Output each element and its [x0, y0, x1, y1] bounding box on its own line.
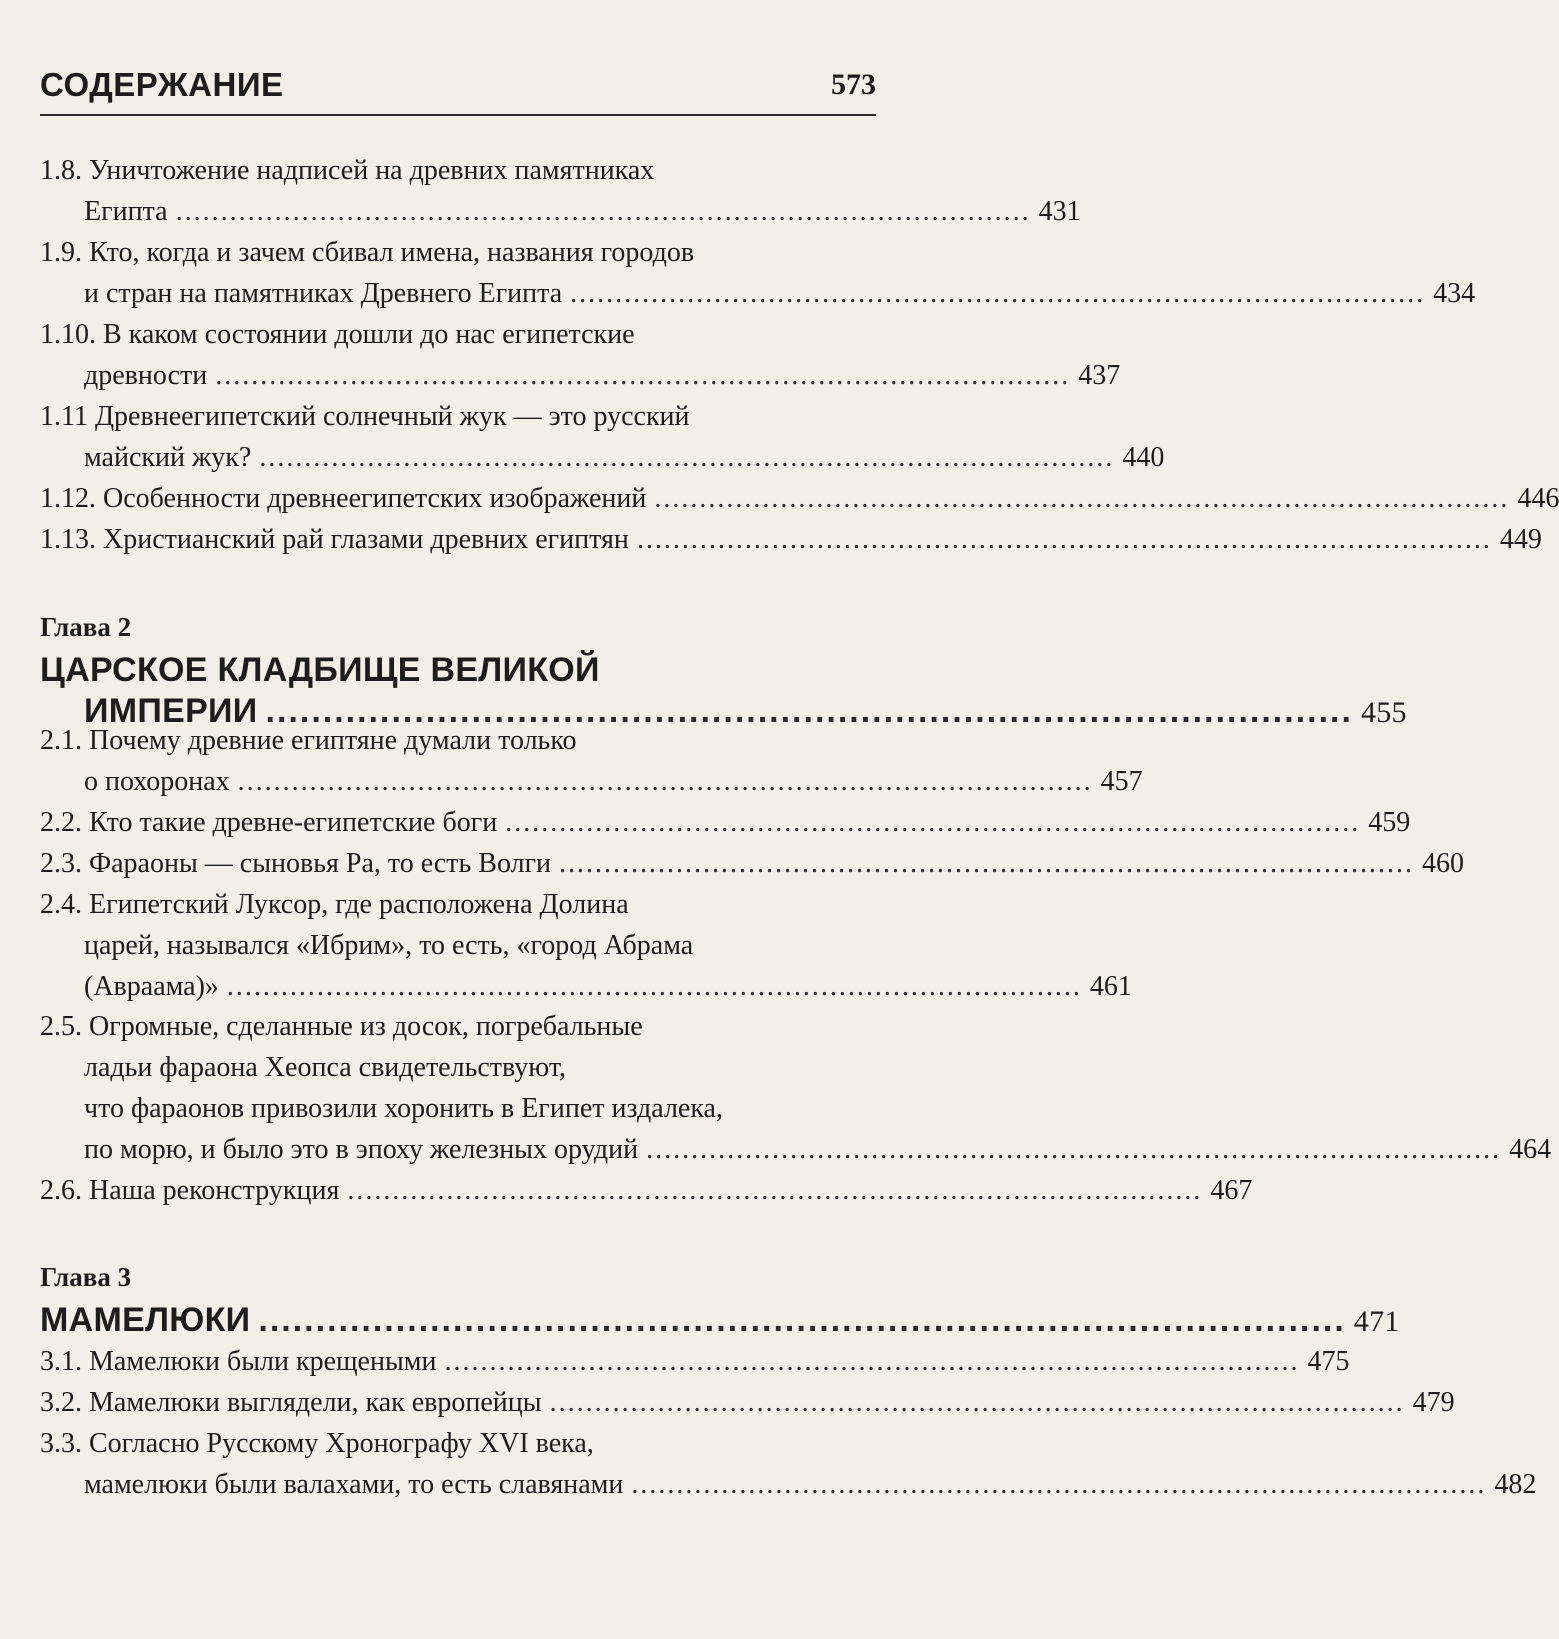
dot-leader: ...............................................................................................	[237, 766, 1093, 797]
toc-page-number: 440	[1122, 442, 1165, 473]
toc-entry-line	[40, 355, 1121, 396]
toc-entry-line	[40, 1382, 1455, 1423]
dot-leader: ...............................................................................................	[549, 1387, 1405, 1418]
toc-page-number: 460	[1422, 848, 1465, 879]
toc-entry-3-3	[40, 1423, 1537, 1505]
toc-entry-2-3	[40, 843, 1465, 884]
toc-entry-line: 3.3. Согласно Русскому Хронографу XVI века,	[40, 1428, 594, 1459]
toc-entry-line	[40, 273, 1476, 314]
toc-entry-text: 3.2. Мамелюки выглядели, как европейцы	[40, 1387, 542, 1418]
toc-entry-1-11	[40, 396, 1165, 478]
toc-entry-1-13	[40, 519, 1542, 560]
toc-entry-line	[40, 437, 1165, 478]
toc-entry-text: древности	[84, 360, 208, 391]
dot-leader: ...............................................................................................	[265, 692, 1353, 730]
toc-entry-2-4	[40, 884, 1132, 1007]
toc-entry-line	[40, 1170, 1253, 1211]
dot-leader: ...............................................................................................	[226, 971, 1082, 1002]
toc-entry-text: и стран на памятниках Древнего Египта	[84, 278, 563, 309]
chapter-title	[40, 1300, 1400, 1341]
toc-entry-line: 1.8. Уничтожение надписей на древних памятниках	[40, 155, 655, 186]
toc-entry-line: 1.11 Древнеегипетский солнечный жук — это русский	[40, 401, 690, 432]
chapter-label: Глава 3	[40, 1262, 132, 1292]
dot-leader: ...............................................................................................	[654, 483, 1510, 514]
toc-entry-2-5	[40, 1006, 1552, 1170]
toc-entry-text: 1.12. Особенности древнеегипетских изображений	[40, 483, 647, 514]
toc-page-number: 437	[1078, 360, 1121, 391]
dot-leader: ...............................................................................................	[175, 196, 1031, 227]
dot-leader: ...............................................................................................	[258, 1301, 1346, 1339]
toc-page-number: 455	[1360, 696, 1407, 729]
toc-page-number: 479	[1412, 1387, 1455, 1418]
toc-entry-text: по морю, и было это в эпоху железных орудий	[84, 1134, 639, 1165]
chapter-title-text: ИМПЕРИИ	[84, 692, 258, 730]
toc-entry-line: 1.10. В каком состоянии дошли до нас египетские	[40, 319, 635, 350]
dot-leader: ...............................................................................................	[631, 1469, 1487, 1500]
toc-entry-line: царей, назывался «Ибрим», то есть, «город Абрама	[84, 930, 694, 961]
toc-entry-line: 1.9. Кто, когда и зачем сбивал имена, названия городов	[40, 237, 695, 268]
toc-entry-line: что фараонов привозили хоронить в Египет издалека,	[84, 1093, 723, 1124]
toc-entry-3-2	[40, 1382, 1455, 1423]
toc-entry-text: о похоронах	[84, 766, 230, 797]
dot-leader: ...............................................................................................	[259, 442, 1115, 473]
toc-page-number: 457	[1100, 766, 1143, 797]
toc-entry-line	[40, 843, 1465, 884]
toc-entry-line: 2.5. Огромные, сделанные из досок, погребальные	[40, 1011, 643, 1042]
toc-entry-line	[40, 519, 1542, 560]
toc-entry-line: 2.4. Египетский Луксор, где расположена Долина	[40, 889, 629, 920]
toc-page-number: 471	[1353, 1305, 1400, 1338]
dot-leader: ...............................................................................................	[444, 1346, 1300, 1377]
toc-entry-line	[40, 1464, 1537, 1505]
chapter-label: Глава 2	[40, 612, 132, 642]
chapter-title-line: ЦАРСКОЕ КЛАДБИЩЕ ВЕЛИКОЙ	[40, 651, 600, 689]
toc-entry-line	[40, 478, 1559, 519]
toc-entry-3-1	[40, 1341, 1350, 1382]
toc-entry-2-1	[40, 720, 1143, 802]
toc-entry-text: 2.3. Фараоны — сыновья Ра, то есть Волги	[40, 848, 552, 879]
toc-entry-line	[40, 1129, 1552, 1170]
toc-entry-1-9	[40, 232, 1476, 314]
toc-page-number: 464	[1509, 1134, 1552, 1165]
toc-entry-2-6	[40, 1170, 1253, 1211]
chapter-title-line	[40, 1300, 1400, 1341]
dot-leader: ...............................................................................................	[347, 1175, 1203, 1206]
toc-entry-text: мамелюки были валахами, то есть славянами	[84, 1469, 624, 1500]
toc-entry-text: 2.2. Кто такие древне-египетские боги	[40, 807, 498, 838]
toc-entry-line	[40, 1341, 1350, 1382]
toc-page-number: 482	[1494, 1469, 1537, 1500]
toc-entry-text: 1.13. Христианский рай глазами древних египтян	[40, 524, 629, 555]
toc-page-number: 459	[1368, 807, 1411, 838]
toc-page-number: 475	[1307, 1346, 1350, 1377]
toc-page-number: 461	[1089, 971, 1132, 1002]
running-title: СОДЕРЖАНИЕ	[40, 66, 284, 103]
toc-entry-line	[40, 802, 1411, 843]
chapter-title-text: МАМЕЛЮКИ	[40, 1301, 251, 1339]
toc-entry-text: майский жук?	[84, 442, 252, 473]
toc-entry-line	[40, 191, 1081, 232]
toc-entry-1-10	[40, 314, 1121, 396]
toc-entry-line	[40, 966, 1132, 1007]
toc-entry-1-8	[40, 150, 1081, 232]
toc-page-number: 449	[1499, 524, 1542, 555]
toc-page-number: 431	[1038, 196, 1081, 227]
toc-entry-text: 3.1. Мамелюки были крещеными	[40, 1346, 437, 1377]
dot-leader: ...............................................................................................	[636, 524, 1492, 555]
toc-entry-line: ладьи фараона Хеопса свидетельствуют,	[84, 1052, 566, 1083]
toc-entry-text: Египта	[84, 196, 168, 227]
dot-leader: ...............................................................................................	[559, 848, 1415, 879]
toc-entry-1-12	[40, 478, 1559, 519]
toc-entry-line	[40, 761, 1143, 802]
dot-leader: ...............................................................................................	[570, 278, 1426, 309]
toc-entry-2-2	[40, 802, 1411, 843]
toc-entry-text: (Авраама)»	[84, 971, 219, 1002]
page-number: 573	[831, 68, 876, 101]
toc-page-number: 446	[1517, 483, 1559, 514]
toc-entry-line: 2.1. Почему древние египтяне думали только	[40, 725, 577, 756]
toc-entry-text: 2.6. Наша реконструкция	[40, 1175, 340, 1206]
page-header	[40, 62, 876, 116]
toc-page-number: 434	[1433, 278, 1476, 309]
dot-leader: ...............................................................................................	[646, 1134, 1502, 1165]
toc-page-number: 467	[1210, 1175, 1253, 1206]
dot-leader: ...............................................................................................	[215, 360, 1071, 391]
dot-leader: ...............................................................................................	[505, 807, 1361, 838]
